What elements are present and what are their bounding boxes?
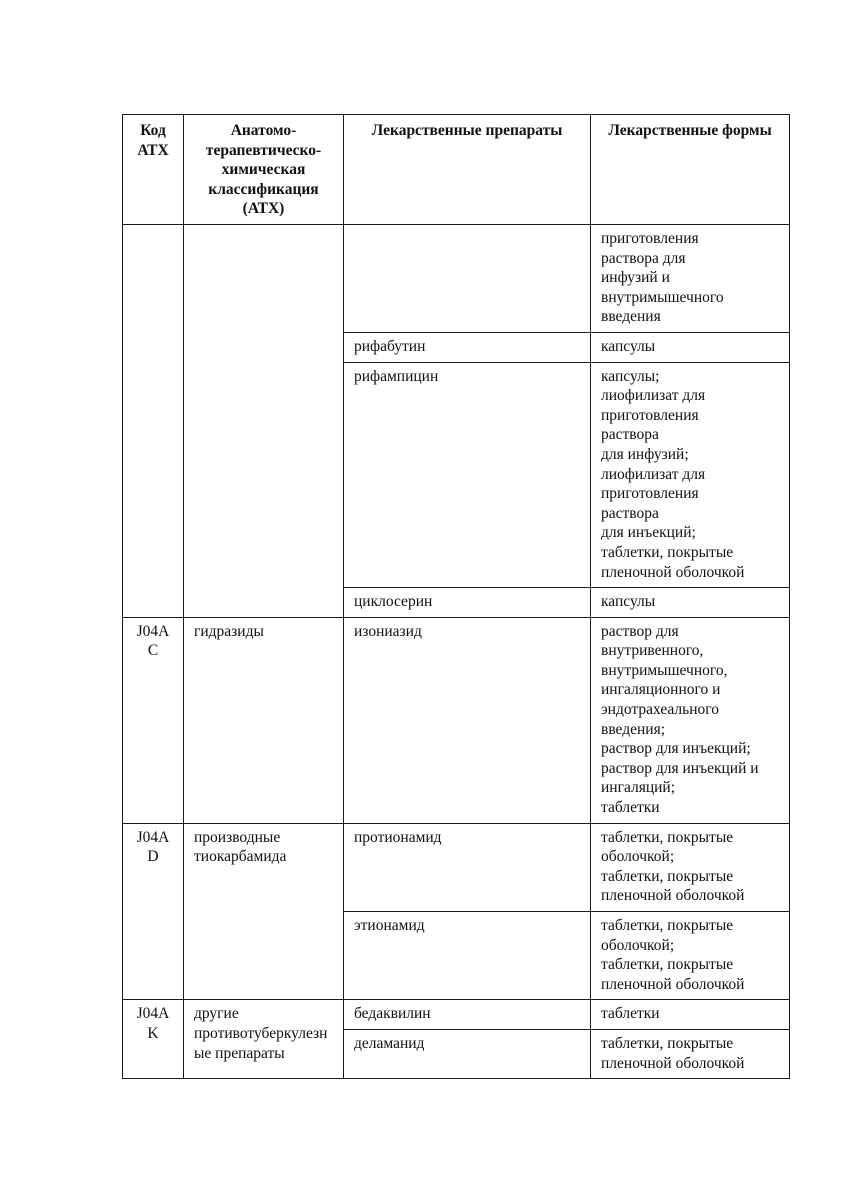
header-code: Код АТХ: [123, 115, 184, 225]
drug-cell: изониазид: [344, 617, 591, 823]
form-line: таблетки, покрытые: [601, 1034, 734, 1052]
drug-cell: [344, 225, 591, 333]
header-classification: Анатомо-терапевтическо-химическая классификация (АТХ): [184, 115, 344, 225]
form-line: лиофилизат для: [601, 465, 706, 483]
forms-cell: [591, 588, 790, 618]
header-forms: Лекарственные формы: [591, 115, 790, 225]
form-line: приготовления: [601, 406, 699, 424]
form-line: раствор для: [601, 622, 679, 640]
form-line: внутримышечного,: [601, 661, 728, 679]
table-header-row: [123, 115, 790, 225]
form-line: для инфузий;: [601, 445, 689, 463]
form-line: введения;: [601, 720, 666, 738]
forms-cell: [591, 362, 790, 588]
form-line: таблетки: [601, 799, 660, 817]
classification-cell: производные тиокарбамида: [184, 823, 344, 1000]
form-line: таблетки, покрытые: [601, 867, 734, 885]
code-cell: J04AK: [123, 1000, 184, 1079]
drug-cell: бедаквилин: [344, 1000, 591, 1030]
table-row: [123, 225, 790, 333]
forms-cell: [591, 332, 790, 362]
form-line: раствора: [601, 426, 659, 444]
form-line: раствор для инъекций и: [601, 759, 759, 777]
form-line: приготовления: [601, 485, 699, 503]
form-line: ингаляций;: [601, 779, 676, 797]
form-line: раствора для: [601, 249, 686, 267]
form-line: внутривенного,: [601, 642, 704, 660]
drug-cell: циклосерин: [344, 588, 591, 618]
form-line: пленочной оболочкой: [601, 975, 745, 993]
code-cell: J04AD: [123, 823, 184, 1000]
drug-cell: этионамид: [344, 912, 591, 1000]
forms-cell: [591, 823, 790, 911]
form-line: таблетки, покрытые: [601, 543, 734, 561]
form-line: капсулы: [601, 337, 656, 355]
drug-cell: рифампицин: [344, 362, 591, 588]
header-drugs: Лекарственные препараты: [344, 115, 591, 225]
forms-cell: [591, 912, 790, 1000]
form-line: капсулы;: [601, 367, 660, 385]
code-cell: J04AC: [123, 617, 184, 823]
table-row: [123, 617, 790, 823]
form-line: таблетки, покрытые: [601, 917, 734, 934]
form-line: таблетки: [601, 1005, 660, 1023]
table-row: [123, 1000, 790, 1030]
forms-cell: [591, 1000, 790, 1030]
form-line: ингаляционного и: [601, 681, 721, 699]
form-line: эндотрахеального: [601, 701, 719, 719]
form-line: таблетки, покрытые: [601, 956, 734, 974]
form-line: оболочкой;: [601, 936, 675, 954]
form-line: раствора: [601, 504, 659, 522]
form-line: пленочной оболочкой: [601, 1054, 745, 1072]
form-line: капсулы: [601, 593, 656, 611]
form-line: приготовления: [601, 230, 699, 247]
code-cell-empty: [123, 225, 184, 618]
drug-cell: рифабутин: [344, 332, 591, 362]
form-line: введения: [601, 308, 661, 326]
table-row: [123, 823, 790, 911]
classification-cell: гидразиды: [184, 617, 344, 823]
classification-cell-empty: [184, 225, 344, 618]
atx-drug-table: [122, 114, 790, 1079]
form-line: инфузий и: [601, 269, 670, 287]
drug-cell: деламанид: [344, 1029, 591, 1078]
form-line: лиофилизат для: [601, 387, 706, 405]
forms-cell: [591, 617, 790, 823]
form-line: оболочкой;: [601, 848, 675, 866]
forms-cell: [591, 225, 790, 333]
drug-cell: протионамид: [344, 823, 591, 911]
form-line: таблетки, покрытые: [601, 828, 734, 846]
form-line: раствор для инъекций;: [601, 740, 751, 758]
form-line: пленочной оболочкой: [601, 563, 745, 581]
classification-cell: другие противотуберкулезные препараты: [184, 1000, 344, 1079]
forms-cell: [591, 1029, 790, 1078]
form-line: внутримышечного: [601, 288, 724, 306]
form-line: пленочной оболочкой: [601, 887, 745, 905]
form-line: для инъекций;: [601, 524, 696, 542]
